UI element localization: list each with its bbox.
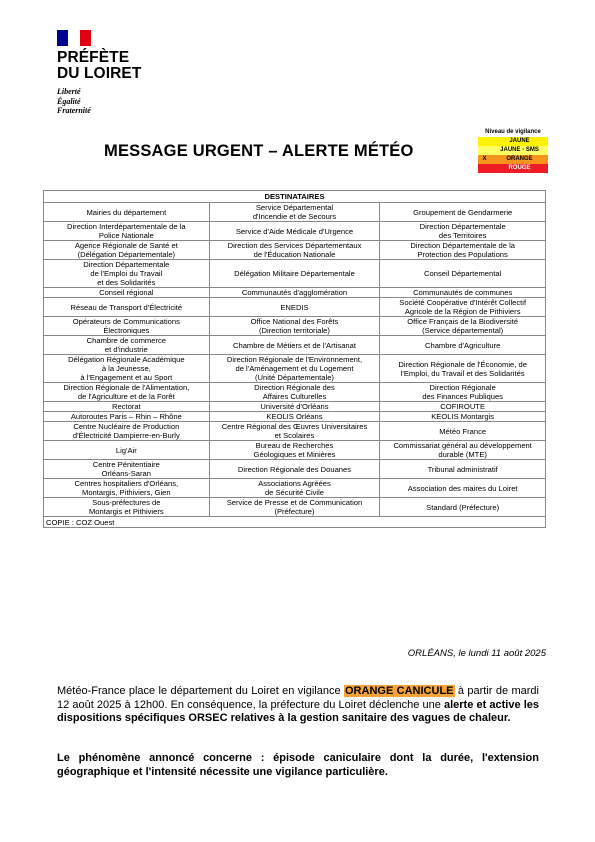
recipient-cell: Délégation Régionale Académique à la Jeunesse, à l'Engagement et au Sport xyxy=(44,355,210,383)
recipient-cell: Service de Presse et de Communication (Préfecture) xyxy=(209,498,380,517)
recipients-table xyxy=(43,190,546,528)
recipient-cell: Service d'Aide Médicale d'Urgence xyxy=(209,222,380,241)
recipient-cell: Direction Régionale des Affaires Culturelles xyxy=(209,383,380,402)
table-row xyxy=(44,422,546,441)
recipient-cell: Conseil régional xyxy=(44,288,210,298)
republic-flag-logo xyxy=(57,30,91,46)
recipient-cell: Société Coopérative d'Intérêt Collectif Agricole de la Région de Pithiviers xyxy=(380,298,546,317)
vigilance-mark: X xyxy=(478,155,491,164)
recipient-cell: Standard (Préfecture) xyxy=(380,498,546,517)
recipient-cell: Direction Régionale des Finances Publiques xyxy=(380,383,546,402)
recipient-cell: Opérateurs de Communications Électroniques xyxy=(44,317,210,336)
motto-fraternite: Fraternité xyxy=(57,106,91,115)
republic-motto xyxy=(57,87,91,116)
table-row xyxy=(44,222,546,241)
recipient-cell: Chambre d'Agriculture xyxy=(380,336,546,355)
table-row xyxy=(44,460,546,479)
recipient-cell: Groupement de Gendarmerie xyxy=(380,203,546,222)
recipient-cell: Direction des Services Départementaux de l'Éducation Nationale xyxy=(209,241,380,260)
page-title: MESSAGE URGENT – ALERTE MÉTÉO xyxy=(104,142,414,160)
prefecture-name xyxy=(57,50,141,81)
vigilance-highlight: ORANGE CANICULE xyxy=(345,685,454,697)
vigilance-level-row xyxy=(478,137,548,146)
recipient-cell: Direction Régionale des Douanes xyxy=(209,460,380,479)
recipients-header: DESTINATAIRES xyxy=(44,191,546,203)
motto-egalite: Égalité xyxy=(57,96,81,106)
table-row xyxy=(44,317,546,336)
vigilance-mark xyxy=(478,137,491,146)
table-row xyxy=(44,260,546,288)
table-row xyxy=(44,355,546,383)
recipient-cell: Communautés d'agglomération xyxy=(209,288,380,298)
recipient-cell: Centre Nucléaire de Production d'Électricité Dampierre-en-Burly xyxy=(44,422,210,441)
recipient-cell: Sous-préfectures de Montargis et Pithiviers xyxy=(44,498,210,517)
recipient-cell: Direction Interdépartementale de la Police Nationale xyxy=(44,222,210,241)
recipient-cell: Office National des Forêts (Direction territoriale) xyxy=(209,317,380,336)
table-row xyxy=(44,441,546,460)
recipient-cell: Direction Régionale de l'Alimentation, de l'Agriculture et de la Forêt xyxy=(44,383,210,402)
alert-text-middle: à partir de mardi 12 août 2025 à 12h00. En conséquence, la préfecture du Loiret déclenche une xyxy=(57,685,539,711)
copy-recipient: COPIE : COZ Ouest xyxy=(44,517,546,528)
alert-text-start: Météo-France place le département du Loiret en vigilance xyxy=(57,685,344,697)
recipient-cell: Centres hospitaliers d'Orléans, Montargis, Pithiviers, Gien xyxy=(44,479,210,498)
recipient-cell: Direction Régionale de l'Environnement, de l'Aménagement et du Logement (Unité Départementale) xyxy=(209,355,380,383)
table-row xyxy=(44,203,546,222)
recipient-cell: Service Départemental d'Incendie et de Secours xyxy=(209,203,380,222)
recipient-cell: Agence Régionale de Santé et (Délégation Départementale) xyxy=(44,241,210,260)
recipient-cell: Réseau de Transport d'Électricité xyxy=(44,298,210,317)
recipient-cell: Communautés de communes xyxy=(380,288,546,298)
recipient-cell: Tribunal administratif xyxy=(380,460,546,479)
recipient-cell: Centre Régional des Œuvres Universitaires et Scolaires xyxy=(209,422,380,441)
recipient-cell: Autoroutes Paris – Rhin – Rhône xyxy=(44,412,210,422)
vigilance-level-label: ROUGE xyxy=(491,164,548,173)
vigilance-level-row xyxy=(478,155,548,164)
vigilance-mark xyxy=(478,146,491,155)
recipient-cell: Chambre de Métiers et de l'Artisanat xyxy=(209,336,380,355)
table-row xyxy=(44,412,546,422)
recipient-cell: Rectorat xyxy=(44,402,210,412)
date-location: ORLÉANS, le lundi 11 août 2025 xyxy=(407,648,546,659)
recipient-cell: Centre Pénitentiaire Orléans-Saran xyxy=(44,460,210,479)
vigilance-heading: Niveau de vigilance xyxy=(485,129,541,135)
recipient-cell: Direction Départementale de la Protection des Populations xyxy=(380,241,546,260)
recipient-cell: Direction Départementale de l'Emploi du Travail et des Solidarités xyxy=(44,260,210,288)
motto-liberte: Liberté xyxy=(57,87,81,96)
recipient-cell: KEOLIS Orléans xyxy=(209,412,380,422)
recipient-cell: Conseil Départemental xyxy=(380,260,546,288)
recipient-cell: Chambre de commerce et d'industrie xyxy=(44,336,210,355)
recipient-cell: Direction Départementale des Territoires xyxy=(380,222,546,241)
recipient-cell: COFIROUTE xyxy=(380,402,546,412)
table-row xyxy=(44,498,546,517)
table-row xyxy=(44,517,546,528)
recipient-cell: Délégation Militaire Départementale xyxy=(209,260,380,288)
alert-paragraph xyxy=(57,685,539,726)
recipient-cell: Université d'Orléans xyxy=(209,402,380,412)
table-row xyxy=(44,241,546,260)
recipient-cell: KEOLIS Montargis xyxy=(380,412,546,422)
recipient-cell: Direction Régionale de l'Économie, de l'Emploi, du Travail et des Solidarités xyxy=(380,355,546,383)
recipient-cell: Office Français de la Biodiversité (Service départemental) xyxy=(380,317,546,336)
recipient-cell: ENEDIS xyxy=(209,298,380,317)
recipient-cell: Associations Agréées de Sécurité Civile xyxy=(209,479,380,498)
table-row xyxy=(44,288,546,298)
recipient-cell: Association des maires du Loiret xyxy=(380,479,546,498)
prefecture-line-1: PRÉFÈTE xyxy=(57,49,130,66)
vigilance-level-label: JAUNE xyxy=(491,137,548,146)
table-row xyxy=(44,336,546,355)
recipient-cell: Météo France xyxy=(380,422,546,441)
recipient-cell: Bureau de Recherches Géologiques et Minières xyxy=(209,441,380,460)
vigilance-mark xyxy=(478,164,491,173)
recipient-cell: Commissariat général au développement durable (MTE) xyxy=(380,441,546,460)
table-row xyxy=(44,479,546,498)
vigilance-level-box xyxy=(478,128,548,173)
recipient-cell: Lig'Air xyxy=(44,441,210,460)
phenomenon-paragraph: Le phénomène annoncé concerne : épisode caniculaire dont la durée, l'extension géographique et l'intensité nécessite une vigilance particulière. xyxy=(57,752,539,778)
table-row xyxy=(44,383,546,402)
vigilance-level-row xyxy=(478,146,548,155)
prefecture-line-2: DU LOIRET xyxy=(57,64,142,82)
table-row xyxy=(44,402,546,412)
vigilance-level-row xyxy=(478,164,548,173)
vigilance-level-label: JAUNE - SMS xyxy=(491,146,548,155)
alert-text-bold: alerte et active les dispositions spécifiques ORSEC relatives à la gestion sanitaire des vagues de chaleur. xyxy=(57,698,539,724)
vigilance-level-label: ORANGE xyxy=(491,155,548,164)
table-row xyxy=(44,298,546,317)
recipient-cell: Mairies du département xyxy=(44,203,210,222)
